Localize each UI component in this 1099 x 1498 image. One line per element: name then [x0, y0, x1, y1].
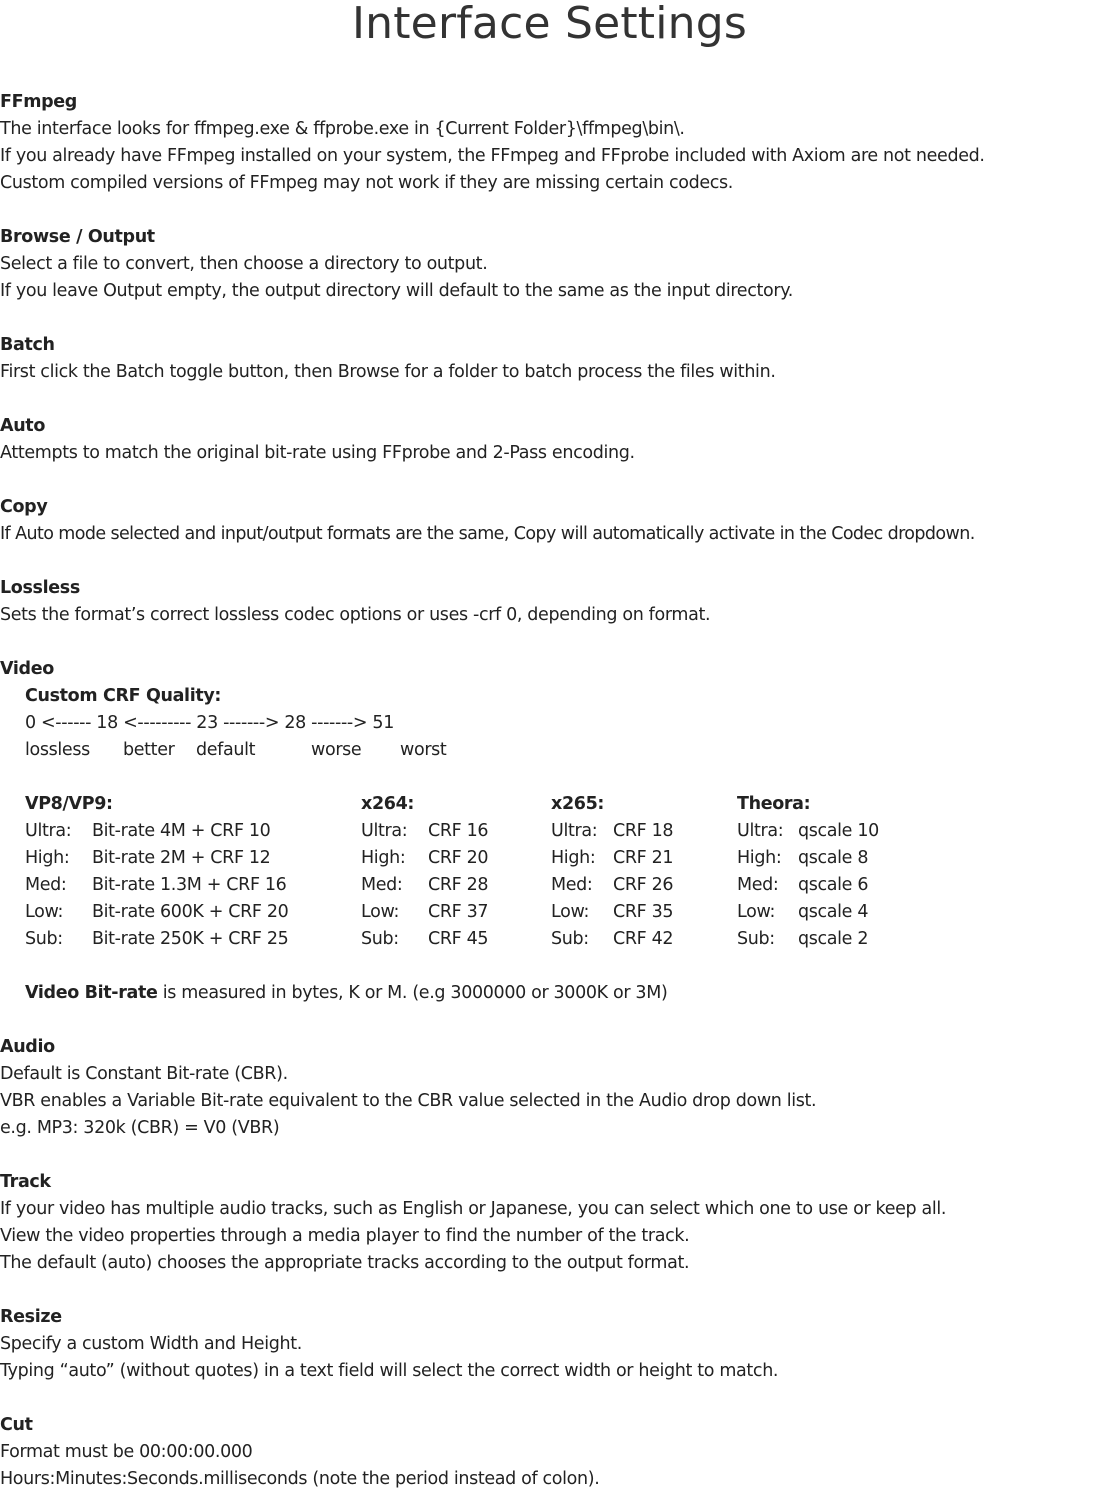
- section-heading-auto: Auto: [0, 416, 45, 436]
- preset-row: [361, 899, 546, 926]
- section-heading-video: Video: [0, 659, 54, 679]
- preset-value: Bit-rate 600K + CRF 20: [92, 902, 289, 922]
- preset-label: Sub:: [361, 929, 399, 949]
- preset-value: CRF 28: [428, 875, 489, 895]
- preset-value: CRF 20: [428, 848, 489, 868]
- preset-value: Bit-rate 250K + CRF 25: [92, 929, 289, 949]
- codec-column-vp8-vp9: [25, 791, 355, 953]
- section-heading-batch: Batch: [0, 335, 55, 355]
- preset-row: [25, 818, 355, 845]
- lossless-line-1: Sets the format’s correct lossless codec options or uses -crf 0, depending on format.: [0, 605, 711, 625]
- section-heading-copy: Copy: [0, 497, 48, 517]
- preset-label: Sub:: [551, 929, 589, 949]
- crf-label-worse: worse: [311, 740, 362, 760]
- preset-label: Med:: [25, 875, 67, 895]
- preset-row: [551, 926, 731, 953]
- preset-value: qscale 4: [798, 902, 869, 922]
- preset-label: Ultra:: [361, 821, 408, 841]
- preset-value: CRF 21: [613, 848, 674, 868]
- preset-row: [361, 872, 546, 899]
- codec-heading: x264:: [361, 794, 415, 814]
- preset-row: [737, 845, 937, 872]
- track-line-2: View the video properties through a media player to find the number of the track.: [0, 1226, 690, 1246]
- auto-line-1: Attempts to match the original bit-rate using FFprobe and 2-Pass encoding.: [0, 443, 635, 463]
- preset-label: Low:: [737, 902, 776, 922]
- preset-row: [737, 872, 937, 899]
- section-heading-cut: Cut: [0, 1415, 33, 1435]
- preset-label: Low:: [551, 902, 590, 922]
- codec-heading: x265:: [551, 794, 605, 814]
- preset-row: [737, 899, 937, 926]
- preset-value: CRF 35: [613, 902, 674, 922]
- section-heading-resize: Resize: [0, 1307, 62, 1327]
- preset-row: [25, 845, 355, 872]
- preset-label: Ultra:: [25, 821, 72, 841]
- preset-row: [551, 899, 731, 926]
- ffmpeg-line-2: If you already have FFmpeg installed on your system, the FFmpeg and FFprobe included with Axiom are not needed.: [0, 146, 985, 166]
- preset-label: High:: [551, 848, 596, 868]
- preset-label: Med:: [737, 875, 779, 895]
- crf-label-worst: worst: [400, 740, 447, 760]
- batch-line-1: First click the Batch toggle button, then Browse for a folder to batch process the files within.: [0, 362, 776, 382]
- preset-row: [25, 926, 355, 953]
- preset-label: Ultra:: [551, 821, 598, 841]
- crf-label-lossless: lossless: [25, 740, 90, 760]
- crf-label-better: better: [123, 740, 175, 760]
- preset-row: [361, 926, 546, 953]
- cut-line-1: Format must be 00:00:00.000: [0, 1442, 253, 1462]
- crf-scale-labels: [0, 737, 1099, 764]
- preset-value: qscale 10: [798, 821, 879, 841]
- page-title: Interface Settings: [351, 0, 748, 49]
- cut-line-2: Hours:Minutes:Seconds.milliseconds (note the period instead of colon).: [0, 1469, 600, 1489]
- preset-value: CRF 26: [613, 875, 674, 895]
- ffmpeg-line-1: The interface looks for ffmpeg.exe & ffprobe.exe in {Current Folder}\ffmpeg\bin\.: [0, 119, 685, 139]
- preset-label: High:: [737, 848, 782, 868]
- track-line-3: The default (auto) chooses the appropriate tracks according to the output format.: [0, 1253, 690, 1273]
- copy-line-1: If Auto mode selected and input/output formats are the same, Copy will automatically activate in the Codec dropdown.: [0, 524, 975, 544]
- section-heading-browse-output: Browse / Output: [0, 227, 155, 247]
- preset-row: [551, 818, 731, 845]
- preset-value: Bit-rate 1.3M + CRF 16: [92, 875, 287, 895]
- video-bitrate-text: is measured in bytes, K or M. (e.g 3000000 or 3000K or 3M): [157, 983, 668, 1003]
- preset-row: [737, 926, 937, 953]
- codec-column-x264: [361, 791, 546, 953]
- section-heading-ffmpeg: FFmpeg: [0, 92, 77, 112]
- preset-row: [361, 818, 546, 845]
- quality-presets-table: [0, 791, 1099, 953]
- preset-label: Med:: [361, 875, 403, 895]
- preset-label: Low:: [361, 902, 400, 922]
- codec-column-x265: [551, 791, 731, 953]
- preset-label: High:: [25, 848, 70, 868]
- resize-line-2: Typing “auto” (without quotes) in a text field will select the correct width or height to match.: [0, 1361, 779, 1381]
- preset-label: Ultra:: [737, 821, 784, 841]
- codec-column-theora: [737, 791, 937, 953]
- preset-value: CRF 18: [613, 821, 674, 841]
- preset-label: Sub:: [737, 929, 775, 949]
- preset-value: CRF 16: [428, 821, 489, 841]
- ffmpeg-line-3: Custom compiled versions of FFmpeg may not work if they are missing certain codecs.: [0, 173, 734, 193]
- preset-value: qscale 2: [798, 929, 869, 949]
- preset-value: CRF 42: [613, 929, 674, 949]
- preset-row: [361, 845, 546, 872]
- preset-row: [551, 845, 731, 872]
- video-bitrate-note: [0, 980, 1099, 1007]
- track-line-1: If your video has multiple audio tracks, such as English or Japanese, you can select which one to use or keep all.: [0, 1199, 947, 1219]
- preset-label: Low:: [25, 902, 64, 922]
- browse-line-2: If you leave Output empty, the output directory will default to the same as the input directory.: [0, 281, 793, 301]
- document-body: [0, 89, 1099, 1493]
- crf-label-default: default: [196, 740, 256, 760]
- preset-label: Sub:: [25, 929, 63, 949]
- codec-heading: VP8/VP9:: [25, 794, 113, 814]
- preset-value: CRF 37: [428, 902, 489, 922]
- preset-value: Bit-rate 2M + CRF 12: [92, 848, 271, 868]
- resize-line-1: Specify a custom Width and Height.: [0, 1334, 302, 1354]
- audio-line-1: Default is Constant Bit-rate (CBR).: [0, 1064, 288, 1084]
- preset-row: [25, 872, 355, 899]
- crf-scale: 0 <------ 18 <--------- 23 -------> 28 -------> 51: [25, 713, 394, 733]
- preset-label: High:: [361, 848, 406, 868]
- codec-heading: Theora:: [737, 794, 811, 814]
- video-bitrate-label: Video Bit-rate: [25, 983, 158, 1003]
- preset-value: qscale 6: [798, 875, 869, 895]
- browse-line-1: Select a file to convert, then choose a directory to output.: [0, 254, 488, 274]
- preset-value: qscale 8: [798, 848, 869, 868]
- section-heading-lossless: Lossless: [0, 578, 80, 598]
- preset-value: Bit-rate 4M + CRF 10: [92, 821, 271, 841]
- preset-row: [737, 818, 937, 845]
- audio-line-2: VBR enables a Variable Bit-rate equivalent to the CBR value selected in the Audio drop down list.: [0, 1091, 817, 1111]
- audio-line-3: e.g. MP3: 320k (CBR) = V0 (VBR): [0, 1118, 280, 1138]
- section-heading-audio: Audio: [0, 1037, 55, 1057]
- preset-label: Med:: [551, 875, 593, 895]
- crf-quality-heading: Custom CRF Quality:: [25, 686, 222, 706]
- preset-row: [25, 899, 355, 926]
- section-heading-track: Track: [0, 1172, 51, 1192]
- preset-row: [551, 872, 731, 899]
- preset-value: CRF 45: [428, 929, 489, 949]
